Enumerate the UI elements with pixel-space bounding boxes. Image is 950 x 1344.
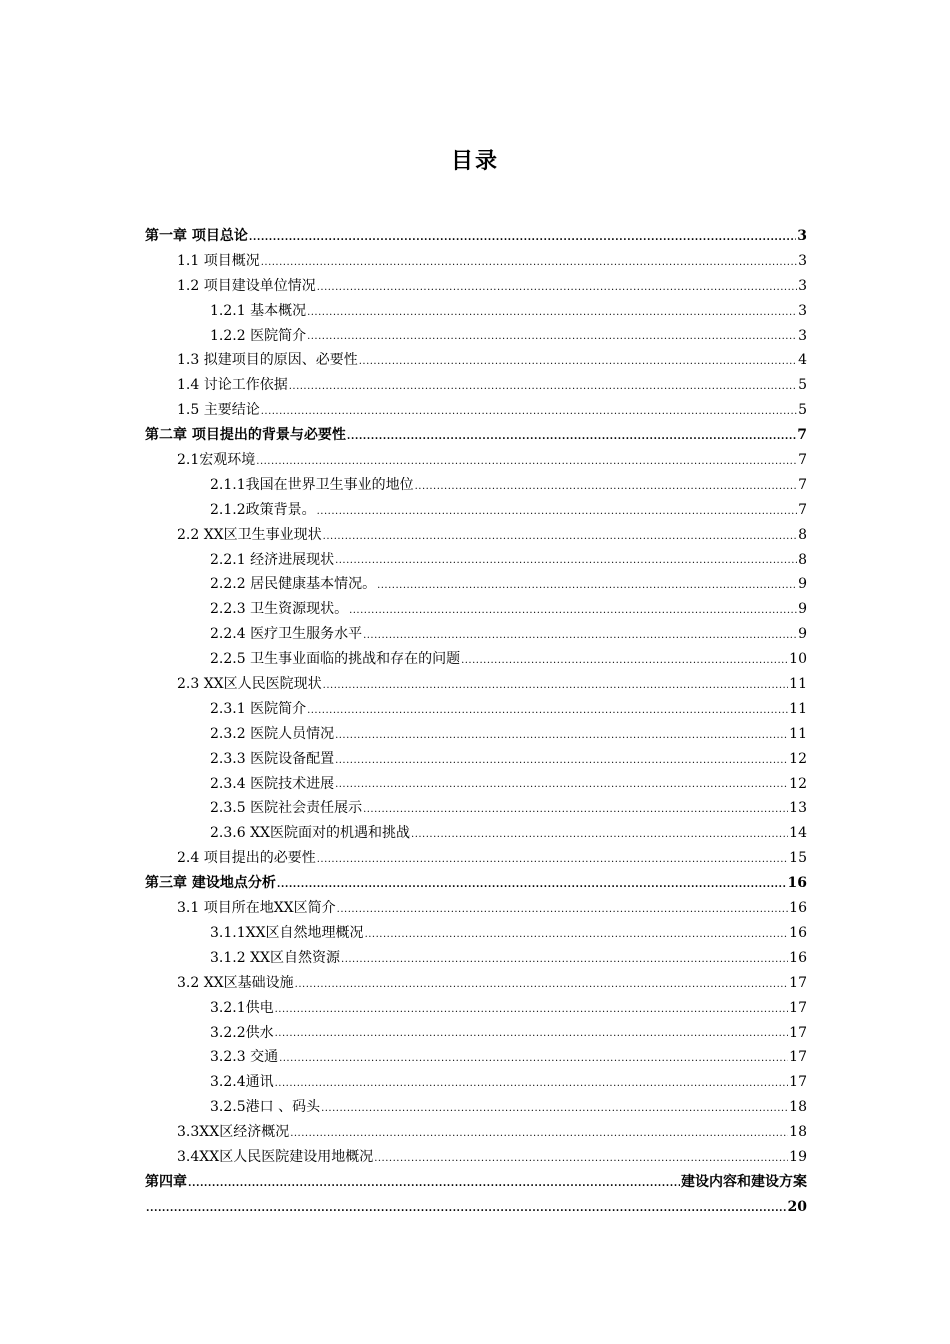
toc-leader-dots	[461, 656, 788, 666]
toc-leader-dots	[335, 756, 788, 766]
toc-leader-dots	[377, 581, 797, 591]
toc-entry[interactable]	[145, 747, 807, 772]
toc-entry-label: 3.1 项目所在地XX区简介	[177, 900, 336, 917]
toc-entry[interactable]	[145, 548, 807, 573]
toc-leader-dots	[295, 980, 789, 990]
toc-leader-dots	[359, 357, 797, 367]
toc-entry-page: 10	[789, 651, 807, 668]
toc-leader-dots	[317, 507, 797, 517]
toc-entry-label: 第一章 项目总论	[145, 228, 248, 244]
toc-entry[interactable]	[145, 871, 807, 896]
toc-entry-page: 15	[789, 850, 807, 867]
toc-entry-label: 3.2.5港口 、码头	[210, 1099, 321, 1116]
toc-entry[interactable]	[145, 1195, 807, 1220]
toc-entry-label: 2.1.2政策背景。	[210, 501, 316, 518]
toc-leader-dots	[289, 382, 797, 392]
toc-entry-label: 2.1宏观环境	[177, 452, 256, 469]
toc-entry-page: 17	[789, 1049, 807, 1066]
toc-entry-label: 2.4 项目提出的必要性	[177, 850, 316, 867]
toc-entry-label: 1.3 拟建项目的原因、必要性	[177, 352, 358, 369]
toc-entry-page: 17	[789, 999, 807, 1016]
toc-entry-label: 2.3.1 医院简介	[210, 700, 307, 717]
toc-entry[interactable]	[145, 1170, 807, 1195]
toc-entry-label: 3.1.2 XX区自然资源	[210, 949, 341, 966]
toc-entry-page: 18	[789, 1099, 807, 1116]
toc-entry-label: 2.3.6 XX医院面对的机遇和挑战	[210, 825, 411, 842]
toc-leader-dots	[275, 1079, 789, 1089]
toc-entry-page: 13	[789, 800, 807, 817]
toc-entry[interactable]	[145, 946, 807, 971]
toc-entry[interactable]	[145, 846, 807, 871]
toc-entry[interactable]	[145, 921, 807, 946]
toc-leader-dots	[146, 1204, 787, 1214]
toc-entry-page: 16	[789, 949, 807, 966]
toc-entry-label: 2.2.5 卫生事业面临的挑战和存在的问题	[210, 651, 461, 668]
toc-leader-dots	[277, 880, 787, 890]
toc-leader-dots	[307, 706, 788, 716]
table-of-contents	[145, 224, 807, 1220]
toc-entry-page: 5	[798, 402, 807, 419]
toc-entry[interactable]	[145, 1070, 807, 1095]
toc-entry-page: 16	[789, 900, 807, 917]
toc-entry-label: 3.2.1供电	[210, 999, 274, 1016]
toc-entry-page: 7	[798, 501, 807, 518]
toc-entry-page: 11	[789, 700, 807, 717]
toc-entry-page: 3	[798, 302, 807, 319]
toc-entry-page: 14	[789, 825, 807, 842]
toc-entry-label: 3.1.1XX区自然地理概况	[210, 924, 364, 941]
toc-leader-dots	[188, 1179, 680, 1189]
toc-entry-page: 12	[789, 750, 807, 767]
toc-entry[interactable]	[145, 1145, 807, 1170]
toc-leader-dots	[411, 830, 788, 840]
toc-entry-page: 20	[787, 1198, 807, 1215]
toc-leader-dots	[249, 233, 796, 243]
toc-entry-page: 3	[798, 327, 807, 344]
toc-entry-label: 第三章 建设地点分析	[145, 875, 276, 892]
toc-entry[interactable]	[145, 1021, 807, 1046]
toc-entry[interactable]	[145, 299, 807, 324]
toc-entry-page: 17	[789, 1024, 807, 1041]
toc-entry-page: 9	[798, 626, 807, 643]
toc-leader-dots	[363, 631, 797, 641]
toc-entry[interactable]	[145, 398, 807, 423]
toc-entry[interactable]	[145, 348, 807, 373]
toc-entry[interactable]	[145, 597, 807, 622]
toc-leader-dots	[261, 407, 797, 417]
toc-leader-dots	[321, 1104, 788, 1114]
toc-entry[interactable]	[145, 772, 807, 797]
toc-entry-page: 17	[789, 974, 807, 991]
toc-leader-dots	[363, 805, 788, 815]
page-title: 目录	[450, 149, 499, 174]
toc-leader-dots	[307, 332, 797, 342]
toc-entry-page: 11	[789, 725, 807, 742]
toc-entry-page: 17	[789, 1074, 807, 1091]
toc-entry-page: 8	[798, 526, 807, 543]
toc-entry-page: 7	[797, 427, 807, 444]
toc-entry-label: 2.2 XX区卫生事业现状	[177, 526, 322, 543]
toc-entry-page: 12	[789, 775, 807, 792]
toc-leader-dots	[335, 731, 788, 741]
toc-entry[interactable]	[145, 324, 807, 349]
toc-entry[interactable]	[145, 697, 807, 722]
toc-entry-label: 2.2.2 居民健康基本情况。	[210, 576, 377, 593]
toc-leader-dots	[290, 1129, 788, 1139]
toc-entry[interactable]	[145, 423, 807, 448]
toc-entry-page: 11	[789, 676, 807, 693]
toc-entry-label: 1.1 项目概况	[177, 252, 260, 269]
toc-entry-label: 3.2 XX区基础设施	[177, 974, 294, 991]
toc-entry[interactable]	[145, 572, 807, 597]
toc-leader-dots	[415, 482, 797, 492]
toc-entry-label: 1.5 主要结论	[177, 402, 260, 419]
toc-entry-label: 2.2.1 经济进展现状	[210, 551, 335, 568]
toc-leader-dots	[341, 955, 788, 965]
toc-entry[interactable]	[145, 1045, 807, 1070]
toc-entry-label: 3.2.4通讯	[210, 1074, 274, 1091]
toc-entry-label: 2.3.4 医院技术进展	[210, 775, 335, 792]
toc-entry[interactable]	[145, 672, 807, 697]
toc-entry-label: 1.2.1 基本概况	[210, 302, 307, 319]
toc-entry[interactable]	[145, 224, 807, 249]
toc-entry[interactable]	[145, 473, 807, 498]
toc-entry-label: 2.3.2 医院人员情况	[210, 725, 335, 742]
toc-entry[interactable]	[145, 249, 807, 274]
toc-entry-label: 3.3XX区经济概况	[177, 1124, 290, 1141]
toc-entry[interactable]	[145, 1120, 807, 1145]
toc-leader-dots	[261, 258, 797, 268]
toc-entry-page: 3	[797, 228, 807, 244]
toc-entry-label: 1.2.2 医院简介	[210, 327, 307, 344]
toc-entry-page: 建设内容和建设方案	[681, 1173, 807, 1190]
toc-leader-dots	[374, 1154, 788, 1164]
toc-entry-page: 8	[798, 551, 807, 568]
toc-entry-page: 3	[798, 252, 807, 269]
toc-entry[interactable]	[145, 498, 807, 523]
toc-leader-dots	[317, 283, 797, 293]
toc-entry[interactable]	[145, 647, 807, 672]
toc-entry-page: 19	[789, 1148, 807, 1165]
toc-entry-page: 18	[789, 1124, 807, 1141]
toc-entry[interactable]	[145, 796, 807, 821]
toc-entry-page: 4	[798, 352, 807, 369]
toc-entry-page: 16	[787, 875, 807, 892]
toc-entry[interactable]	[145, 1095, 807, 1120]
toc-entry[interactable]	[145, 971, 807, 996]
toc-entry-page: 7	[798, 476, 807, 493]
toc-entry[interactable]	[145, 448, 807, 473]
toc-entry[interactable]	[145, 821, 807, 846]
toc-entry-page: 7	[798, 452, 807, 469]
toc-leader-dots	[256, 457, 797, 467]
toc-entry-label: 第四章	[145, 1173, 187, 1190]
toc-entry-label: 1.4 讨论工作依据	[177, 377, 288, 394]
toc-leader-dots	[279, 1054, 788, 1064]
toc-leader-dots	[317, 855, 788, 865]
toc-entry-page: 5	[798, 377, 807, 394]
toc-entry-label: 2.1.1我国在世界卫生事业的地位	[210, 476, 414, 493]
toc-leader-dots	[323, 681, 789, 691]
toc-entry-label: 2.3.5 医院社会责任展示	[210, 800, 363, 817]
toc-entry-label: 2.3.3 医院设备配置	[210, 750, 335, 767]
toc-leader-dots	[349, 606, 797, 616]
toc-entry-page: 16	[789, 924, 807, 941]
toc-entry-label: 2.3 XX区人民医院现状	[177, 676, 322, 693]
toc-entry-label: 第二章 项目提出的背景与必要性	[145, 427, 346, 444]
toc-entry[interactable]	[145, 896, 807, 921]
toc-entry-label: 2.2.4 医疗卫生服务水平	[210, 626, 363, 643]
toc-entry[interactable]	[145, 996, 807, 1021]
toc-leader-dots	[365, 930, 789, 940]
toc-entry[interactable]	[145, 523, 807, 548]
toc-leader-dots	[335, 556, 797, 566]
toc-entry[interactable]	[145, 274, 807, 299]
toc-entry-label: 2.2.3 卫生资源现状。	[210, 601, 349, 618]
toc-entry-label: 3.2.2供水	[210, 1024, 274, 1041]
toc-entry-page: 9	[798, 601, 807, 618]
toc-entry[interactable]	[145, 373, 807, 398]
toc-entry-page: 9	[798, 576, 807, 593]
toc-entry-label: 1.2 项目建设单位情况	[177, 277, 316, 294]
toc-leader-dots	[323, 532, 797, 542]
toc-entry-label: 3.4XX区人民医院建设用地概况	[177, 1148, 374, 1165]
toc-leader-dots	[335, 780, 788, 790]
toc-entry-page: 3	[798, 277, 807, 294]
toc-entry-label: 3.2.3 交通	[210, 1049, 279, 1066]
toc-entry[interactable]	[145, 722, 807, 747]
toc-leader-dots	[275, 1005, 789, 1015]
toc-entry[interactable]	[145, 622, 807, 647]
toc-leader-dots	[307, 308, 797, 318]
toc-leader-dots	[275, 1029, 789, 1039]
toc-leader-dots	[347, 432, 796, 442]
toc-leader-dots	[337, 905, 789, 915]
